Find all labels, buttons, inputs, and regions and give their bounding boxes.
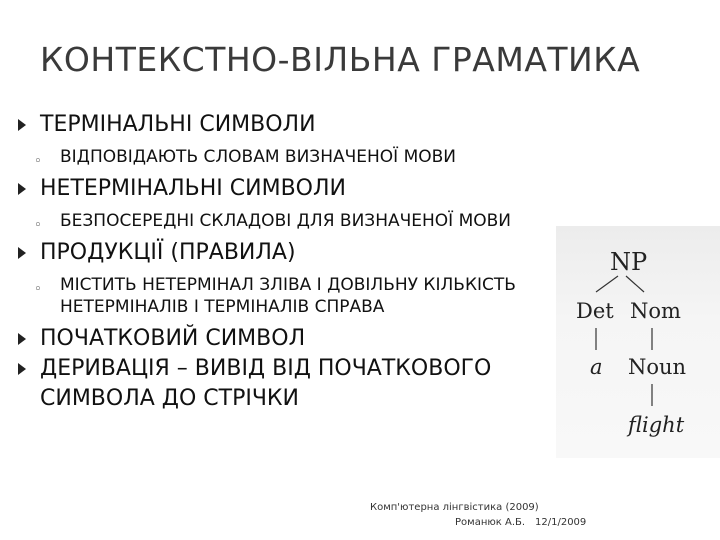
footer-date: 12/1/2009	[535, 517, 587, 528]
bullet-label: ПРОДУКЦІЇ (ПРАВИЛА)	[40, 240, 296, 265]
bullet-nonterminal-symbols	[18, 174, 578, 204]
footer-course: Комп'ютерна лінгвістика (2009)	[370, 502, 539, 513]
sub-bullet-circle-icon: ◦	[34, 282, 42, 297]
sub-bullet-circle-icon: ◦	[34, 218, 42, 233]
bullet-arrow-icon	[18, 183, 26, 195]
tree-node-det: Det	[576, 299, 614, 323]
bullet-label: НЕТЕРМІНАЛЬНІ СИМВОЛИ	[40, 176, 346, 201]
bullet-label: ТЕРМІНАЛЬНІ СИМВОЛИ	[40, 112, 316, 137]
sub-bullet-text: МІСТИТЬ НЕТЕРМІНАЛ ЗЛІВА І ДОВІЛЬНУ КІЛЬКІСТЬ НЕТЕРМІНАЛІВ І ТЕРМІНАЛІВ СПРАВА	[60, 275, 516, 317]
sub-bullet	[18, 210, 560, 232]
sub-bullet-circle-icon: ◦	[34, 154, 42, 169]
bullet-arrow-icon	[18, 119, 26, 131]
bullet-arrow-icon	[18, 247, 26, 259]
slide-title: КОНТЕКСТНО-ВІЛЬНА ГРАМАТИКА	[40, 40, 641, 79]
bullet-label: ДЕРИВАЦІЯ – ВИВІД ВІД ПОЧАТКОВОГО СИМВОЛА ДО СТРІЧКИ	[40, 356, 492, 411]
sub-bullet-text: ВІДПОВІДАЮТЬ СЛОВАМ ВИЗНАЧЕНОЇ МОВИ	[60, 147, 457, 167]
sub-bullet-text: БЕЗПОСЕРЕДНІ СКЛАДОВІ ДЛЯ ВИЗНАЧЕНОЇ МОВИ	[60, 211, 512, 231]
bullet-terminal-symbols	[18, 110, 578, 140]
bullet-derivation	[18, 354, 570, 414]
bullet-label: ПОЧАТКОВИЙ СИМВОЛ	[40, 326, 306, 351]
tree-node-noun: Noun	[628, 355, 687, 379]
sub-bullet	[18, 146, 560, 168]
bullet-arrow-icon	[18, 333, 26, 345]
tree-edge	[626, 276, 644, 292]
tree-leaf-a: a	[590, 355, 603, 379]
tree-edge	[596, 276, 618, 292]
bullet-start-symbol	[18, 324, 578, 354]
tree-node-nom: Nom	[630, 299, 681, 323]
bullet-list	[18, 110, 578, 414]
footer-author: Романюк А.Б.	[455, 517, 526, 528]
parse-tree	[556, 226, 716, 456]
tree-leaf-flight: flight	[628, 413, 685, 437]
sub-bullet	[18, 274, 530, 318]
bullet-arrow-icon	[18, 363, 26, 375]
bullet-productions	[18, 238, 578, 268]
tree-node-np: NP	[610, 248, 648, 276]
